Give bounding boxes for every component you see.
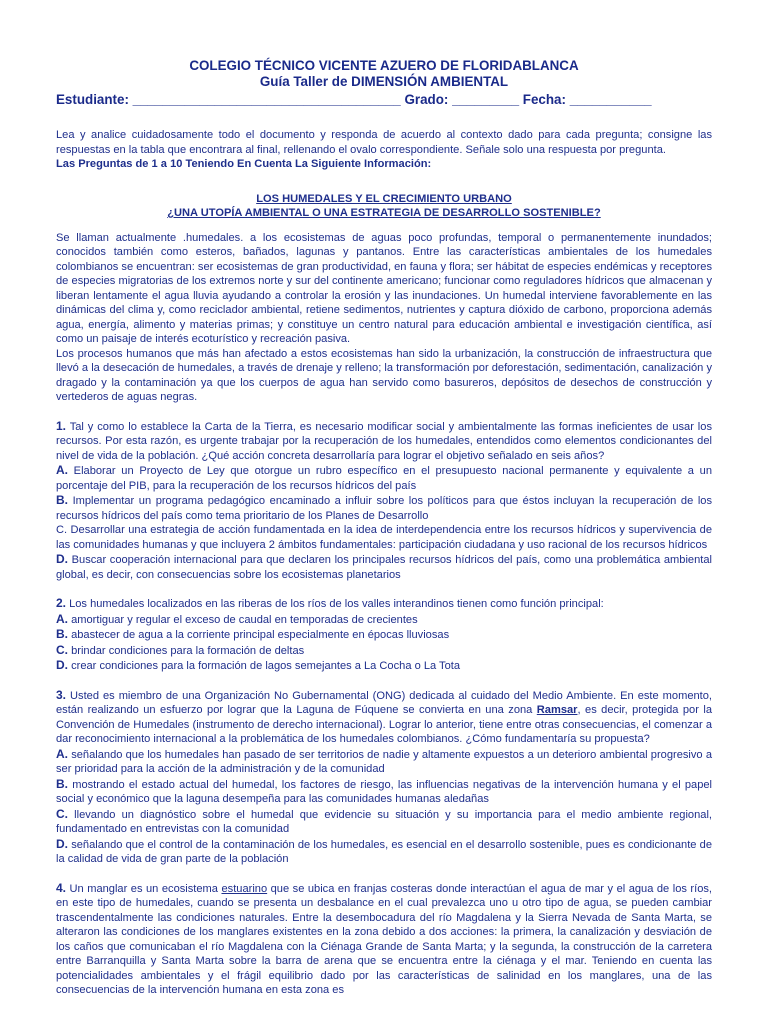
question-2 — [56, 596, 712, 674]
ramsar-term: Ramsar — [536, 704, 578, 716]
question-1-option-a: A. Elaborar un Proyecto de Ley que otorgue un rubro específico en el presupuesto nacional permanente y equivalente a un porcentaje del PIB, para la recuperación de los recursos hídricos del país — [56, 463, 712, 492]
question-3-stem: 3. Usted es miembro de una Organización No Gubernamental (ONG) dedicada al cuidado del Medio Ambiente. En este momento, están realizando un esfuerzo por lograr que la Laguna de Fúquene se convierta en una zona Ramsar, es decir, protegida por la Convención de Humedales (instrumento de derecho internacional). Lograr lo anterior, tiene entre otras consecuencias, el comenzar a dar reconocimiento internacional a la problemática de los humedales colombianos. ¿Cómo fundamentaría su propuesta? — [56, 687, 712, 745]
question-1 — [56, 419, 712, 583]
question-4-stem: 4. Un manglar es un ecosistema estuarino que se ubica en franjas costeras donde interactúan el agua de mar y el agua de los ríos, en este tipo de humedales, cuando se presenta un desbalance en el cual prevalezca uno u otro tipo de agua, se pueden cambiar trascendentalmente las condiciones naturales. Entre la desembocadura del río Magdalena y la Sierra Nevada de Santa Marta, se alteraron las condiciones de los manglares existentes en la zona debido a dos acciones: la primera, la canalización y desviación de los caños que comunicaban el río Magdalena con la Ciénaga Grande de Santa Marta; y la segunda, la construcción de la carretera entre Barranquilla y Santa Marta sobre la barra de arena que se encuentra entre la ciénaga y el mar. Teniendo en cuenta las potencialidades ambientales y el frágil equilibrio dado por las características de salinidad en los manglares, una de las consecuencias de la intervención humana en esta zona es — [56, 880, 712, 996]
reading-paragraph-1: Se llaman actualmente .humedales. a los ecosistemas de aguas poco profundas, temporal o permanentemente inundados; conocidos también como esteros, bañados, lagunas y pantanos. Entre las características ambientales de los humedales colombianos se encuentran: ser ecosistemas de gran productividad, en fauna y flora; ser hábitat de especies endémicas y receptores de especies migratorias de los extremos norte y sur del continente americano; funcionar como reguladores hídricos que almacenan y liberan lentamente el agua lluvia ayudando a controlar la erosión y las inundaciones. Un humedal interviene favorablemente en las dinámicas del clima y, como reciclador ambiental, retiene sedimentos, nutrientes y captura dióxido de carbono, proporciona además agua, energía, alimento y materias primas; y constituye un centro natural para educación ambiental e investigación científica, así como un paisaje de interés ecoturístico y recreación pasiva. — [56, 231, 712, 345]
question-2-stem: 2. Los humedales localizados en las riberas de los ríos de los valles interandinos tienen como función principal: — [56, 596, 604, 610]
question-3 — [56, 688, 712, 867]
estuarino-term: estuarino — [221, 882, 268, 895]
question-number: 1. — [56, 418, 67, 433]
question-4 — [56, 881, 712, 998]
question-2-option-b: B. abastecer de agua a la corriente principal especialmente en épocas lluviosas — [56, 627, 450, 641]
guide-title: Guía Taller de DIMENSIÓN AMBIENTAL — [259, 74, 509, 89]
instructions: Lea y analice cuidadosamente todo el documento y responda de acuerdo al contexto dado para cada pregunta; consigne las respuestas en la tabla que encontrara al final, rellenando el ovalo correspondiente. Señale solo una respuesta por pregunta. — [56, 129, 712, 156]
question-3-option-c: C. llevando un diagnóstico sobre el humedal que evidencie su situación y su importancia para el medio ambiente regional, fundamentado en entrevistas con la comunidad — [56, 806, 712, 835]
question-2-option-a: A. amortiguar y regular el exceso de caudal en temporadas de crecientes — [56, 611, 418, 626]
question-2-option-c: C. brindar condiciones para la formación de deltas — [56, 642, 305, 657]
reading-title-2: ¿UNA UTOPÍA AMBIENTAL O UNA ESTRATEGIA DE DESARROLLO SOSTENIBLE? — [167, 207, 601, 219]
reading-title-1: LOS HUMEDALES Y EL CRECIMIENTO URBANO — [256, 192, 512, 205]
school-title: COLEGIO TÉCNICO VICENTE AZUERO DE FLORIDABLANCA — [189, 58, 579, 73]
question-3-option-a: A. señalando que los humedales han pasado de ser territorios de nadie y altamente expuestos a un deterioro ambiental progresivo a ser prioridad para la acción de la administración y de la comunidad — [56, 746, 712, 775]
question-1-option-d: D. Buscar cooperación internacional para que declaren los principales recursos hídricos del país, como una problemática ambiental global, es decir, con consecuencias sobre los ecosistemas planetarios — [56, 552, 712, 581]
question-1-stem: 1. Tal y como lo establece la Carta de la Tierra, es necesario modificar social y ambientalmente las formas ineficientes de usar los recursos. Por esta razón, es urgente trabajar por la recuperación de los humedales, entendidos como elementos condicionantes del nivel de vida de la población. ¿Qué acción concreta desarrollaría para lograr el objetivo señalado en seis años? — [56, 418, 712, 462]
student-info-line: Estudiante: ____________________________________ Grado: _________ Fecha: ___________ — [56, 92, 652, 107]
question-3-option-d: D. señalando que el control de la contaminación de los humedales, es esencial en el desarrollo sostenible, pues es condicionante de la calidad de vida de gran parte de la población — [56, 836, 712, 865]
question-2-option-d: D. crear condiciones para la formación de lagos semejantes a La Cocha o La Tota — [56, 658, 461, 672]
reading-text — [56, 231, 712, 405]
question-1-option-c: C. Desarrollar una estrategia de acción fundamentada en la idea de interdependencia entre los recursos hídricos y supervivencia de las comunidades humanas y que incluyera 2 ámbitos fundamentales: participación ciudadana y uso racional de los recursos hídricos — [56, 524, 712, 551]
question-1-option-b: B. Implementar un programa pedagógico encaminado a influir sobre los políticos para que éstos incluyan la recuperación de los recursos hídricos del país como tema prioritario de los Planes de Desarrollo — [56, 493, 712, 522]
question-3-option-b: B. mostrando el estado actual del humedal, los factores de riesgo, las influencias negativas de la intervención humana y el papel social y económico que la laguna desempeña para las comunidades humanas aledañas — [56, 776, 712, 805]
preguntas-line: Las Preguntas de 1 a 10 Teniendo En Cuenta La Siguiente Información: — [56, 158, 432, 170]
reading-paragraph-2: Los procesos humanos que más han afectado a estos ecosistemas han sido la urbanización, la construcción de infraestructura que llevó a la desecación de humedales, a través de drenaje y relleno; la transformación por deforestación, sedimentación, canalización y dragado y la contaminación ya que los cuerpos de agua han servido como basureros, depósitos de desechos de construcción y vertederos de aguas negras. — [56, 347, 712, 403]
reading-title — [56, 192, 712, 221]
